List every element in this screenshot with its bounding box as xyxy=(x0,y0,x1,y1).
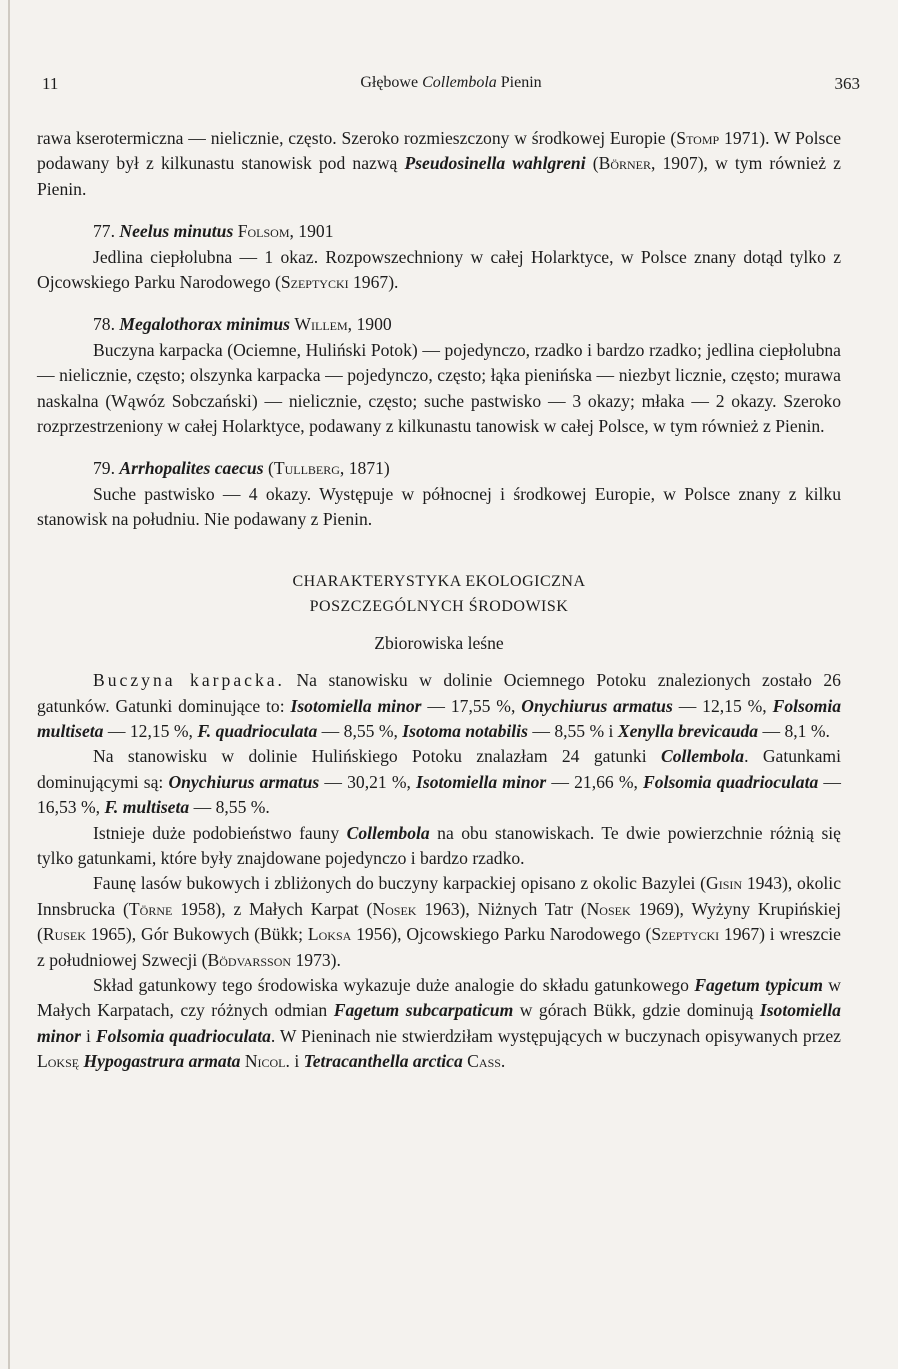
text: Na stanowisku w dolinie Hulińskiego Potoku znalazłam 24 gatunki xyxy=(93,746,661,767)
running-header xyxy=(42,74,860,100)
page-edge xyxy=(8,0,10,1369)
species-name: Pseudosinella wahlgreni xyxy=(404,153,586,174)
text: 1963), Niżnych Tatr ( xyxy=(416,898,587,919)
paragraph-hulinski xyxy=(37,744,841,820)
author-name: Börner xyxy=(598,153,651,174)
author-name: Szeptycki xyxy=(651,924,720,945)
text: w Małych Karpatach, czy różnych odmian xyxy=(37,974,842,1021)
author-name: Loksę xyxy=(37,1051,80,1072)
entry-number: 78. xyxy=(93,314,120,335)
author-name: Nosek xyxy=(372,898,417,919)
text: w górach Bükk, gdzie dominują xyxy=(513,1000,760,1021)
heading-line-2: POSZCZEGÓLNYCH ŚRODOWISK xyxy=(309,597,569,615)
text: , 1907), w tym również z Pienin. xyxy=(37,153,841,199)
species-name: Isotomiella minor xyxy=(37,1000,841,1046)
species-entry-78-title xyxy=(37,312,841,337)
community-name: Fagetum typicum xyxy=(694,974,823,995)
text: na obu stanowiskach. Te dwie powierzchnie różnią się tylko gatunkami, które były znajdowane pojedynczo i bardzo rzadko. xyxy=(37,822,841,868)
text: Na stanowisku w dolinie Ociemnego Potoku znalezionych zostało 26 gatunków. Gatunki dominujące to: xyxy=(37,670,841,716)
text: — 12,15 %, xyxy=(103,720,198,741)
text: — 12,15 %, xyxy=(672,695,773,716)
species-name: Isotoma notabilis xyxy=(402,720,528,741)
taxon-name: Collembola xyxy=(346,822,430,843)
text: . W Pieninach nie stwierdziłam występujących w buczynach opisywanych przez xyxy=(270,1025,841,1046)
species-name: Megalothorax minimus xyxy=(119,314,290,335)
species-entry-77-text xyxy=(37,245,841,296)
species-name: Folsomia quadrioculata xyxy=(95,1025,271,1046)
year: , 1901 xyxy=(289,221,334,242)
text: — 8,55 %, xyxy=(317,720,403,741)
subsection-heading: Zbiorowiska leśne xyxy=(374,632,504,653)
text: Istnieje duże podobieństwo fauny xyxy=(93,822,347,843)
text: 1967). xyxy=(348,272,399,293)
text: — 30,21 %, xyxy=(319,771,417,792)
species-name: Xenylla brevicauda xyxy=(617,720,759,741)
author-name: Loksa xyxy=(307,924,352,945)
author-name: Gisin xyxy=(706,873,743,894)
text: . xyxy=(500,1051,506,1072)
species-name: Folsomia quadrioculata xyxy=(643,771,819,792)
page-number-left: 11 xyxy=(42,74,59,93)
species-name: Onychiurus armatus xyxy=(521,695,673,716)
author-name: Folsom xyxy=(237,221,290,242)
text: 1956), Ojcowskiego Parku Narodowego ( xyxy=(351,924,652,945)
author-name: Tullberg xyxy=(273,458,340,479)
paragraph-buczyna xyxy=(37,668,841,744)
species-name: Folsomia multiseta xyxy=(37,695,842,741)
running-author: Głębowe xyxy=(360,74,419,91)
species-name: F. quadrioculata xyxy=(197,720,318,741)
author-name: Cass xyxy=(467,1051,501,1072)
section-heading xyxy=(37,569,841,619)
species-name: Arrhopalites caecus xyxy=(119,458,264,479)
text: — 8,55 %. xyxy=(189,797,270,818)
text: Skład gatunkowy tego środowiska wykazuje duże analogie do składu gatunkowego xyxy=(93,974,695,995)
species-entry-79-text: Suche pastwisko — 4 okazy. Występuje w północnej i środkowej Europie, w Polsce znany z kilku stanowisk na południu. Nie podawany z Pienin. xyxy=(37,483,841,530)
species-name: Isotomiella minor xyxy=(416,771,547,792)
text: — 8,1 %. xyxy=(758,720,830,741)
text: Jedlina ciepłolubna — 1 okaz. Rozpowszechniony w całej Holarktyce, w Polsce znany dotąd tylko z Ojcowskiego Parku Narodowego ( xyxy=(37,246,841,293)
taxon-name: Collembola xyxy=(660,746,745,767)
text: Faunę lasów bukowych i zbliżonych do buczyny karpackiej opisano z okolic Bazylei ( xyxy=(93,873,707,894)
author-name: Nicol xyxy=(244,1051,286,1072)
author-name: Willem xyxy=(294,314,348,335)
paragraph-literature xyxy=(37,871,841,973)
entry-number: 77. xyxy=(93,221,120,242)
text: . Gatunkami dominującymi są: xyxy=(37,746,841,792)
text: — 8,55 % i xyxy=(527,720,618,741)
text: 1943), okolic Innsbrucka ( xyxy=(37,873,842,919)
author-name: Stomp xyxy=(676,128,720,148)
year: , 1871) xyxy=(339,458,390,479)
running-place: Pienin xyxy=(500,74,542,91)
species-name: Tetracanthella arctica xyxy=(303,1051,463,1072)
text: 1973). xyxy=(291,949,341,970)
paragraph-similarity xyxy=(37,821,841,872)
text: 1969), Wyżyny Krupińskiej ( xyxy=(37,898,841,945)
text: —16,53 %, xyxy=(37,771,841,818)
species-entry-79-title xyxy=(37,456,841,481)
lead-term: Buczyna karpacka. xyxy=(93,670,285,691)
species-name: Hypogastrura armata xyxy=(83,1051,241,1072)
text: 1965), Gór Bukowych (Bükk; xyxy=(85,924,308,945)
text: . i xyxy=(285,1051,304,1072)
running-title-italic: Collembola xyxy=(422,74,497,91)
author-name: Nosek xyxy=(586,898,631,919)
author-name: Szeptycki xyxy=(280,272,349,293)
text: ( xyxy=(263,458,274,479)
text: rawa kserotermiczna — nielicznie, często. Szeroko rozmieszczony w środkowej Europie ( xyxy=(37,128,677,148)
text: i xyxy=(81,1025,96,1046)
running-title xyxy=(42,74,860,92)
species-name: F. multiseta xyxy=(104,797,190,818)
species-name: Onychiurus armatus xyxy=(168,771,320,792)
heading-line-1: CHARAKTERYSTYKA EKOLOGICZNA xyxy=(292,572,586,590)
text: 1958), z Małych Karpat ( xyxy=(172,898,373,919)
entry-number: 79. xyxy=(93,458,120,479)
text: 1971). W Polsce podawany był z kilkunastu stanowisk pod nazwą xyxy=(37,128,842,174)
page-number-right: 363 xyxy=(834,74,860,93)
species-name: Neelus minutus xyxy=(119,221,234,242)
author-name: Bödvarsson xyxy=(207,949,292,970)
author-name: Törne xyxy=(128,898,173,919)
text: — 17,55 %, xyxy=(421,695,522,716)
year: , 1900 xyxy=(347,314,392,335)
text: ( xyxy=(585,153,599,174)
paragraph-continued xyxy=(37,126,841,202)
community-name: Fagetum subcarpaticum xyxy=(333,1000,514,1021)
species-name: Isotomiella minor xyxy=(290,695,422,716)
author-name: Rusek xyxy=(42,924,86,945)
page-body xyxy=(37,126,841,1075)
species-entry-78-text: Buczyna karpacka (Ociemne, Huliński Potok) — pojedynczo, rzadko i bardzo rzadko; jedlina ciepłolubna — nielicznie, często; olszynka karpacka — pojedynczo, często; łąka pienińska — niezbyt licznie, często; murawa naskalna (Wąwóz Sobczański) — nielicznie, często; suche pastwisko — 3 okazy; młaka — 2 okazy. Szeroko rozprzestrzeniony w całej Holarktyce, podawany z kilkunastu tanowisk w całej Polsce, w tym również z Pienin. xyxy=(37,339,841,437)
species-entry-77-title xyxy=(37,219,841,244)
text: 1967) i wreszcie z południowej Szwecji ( xyxy=(37,924,841,970)
text: — 21,66 %, xyxy=(546,771,644,792)
paragraph-composition xyxy=(37,973,841,1075)
